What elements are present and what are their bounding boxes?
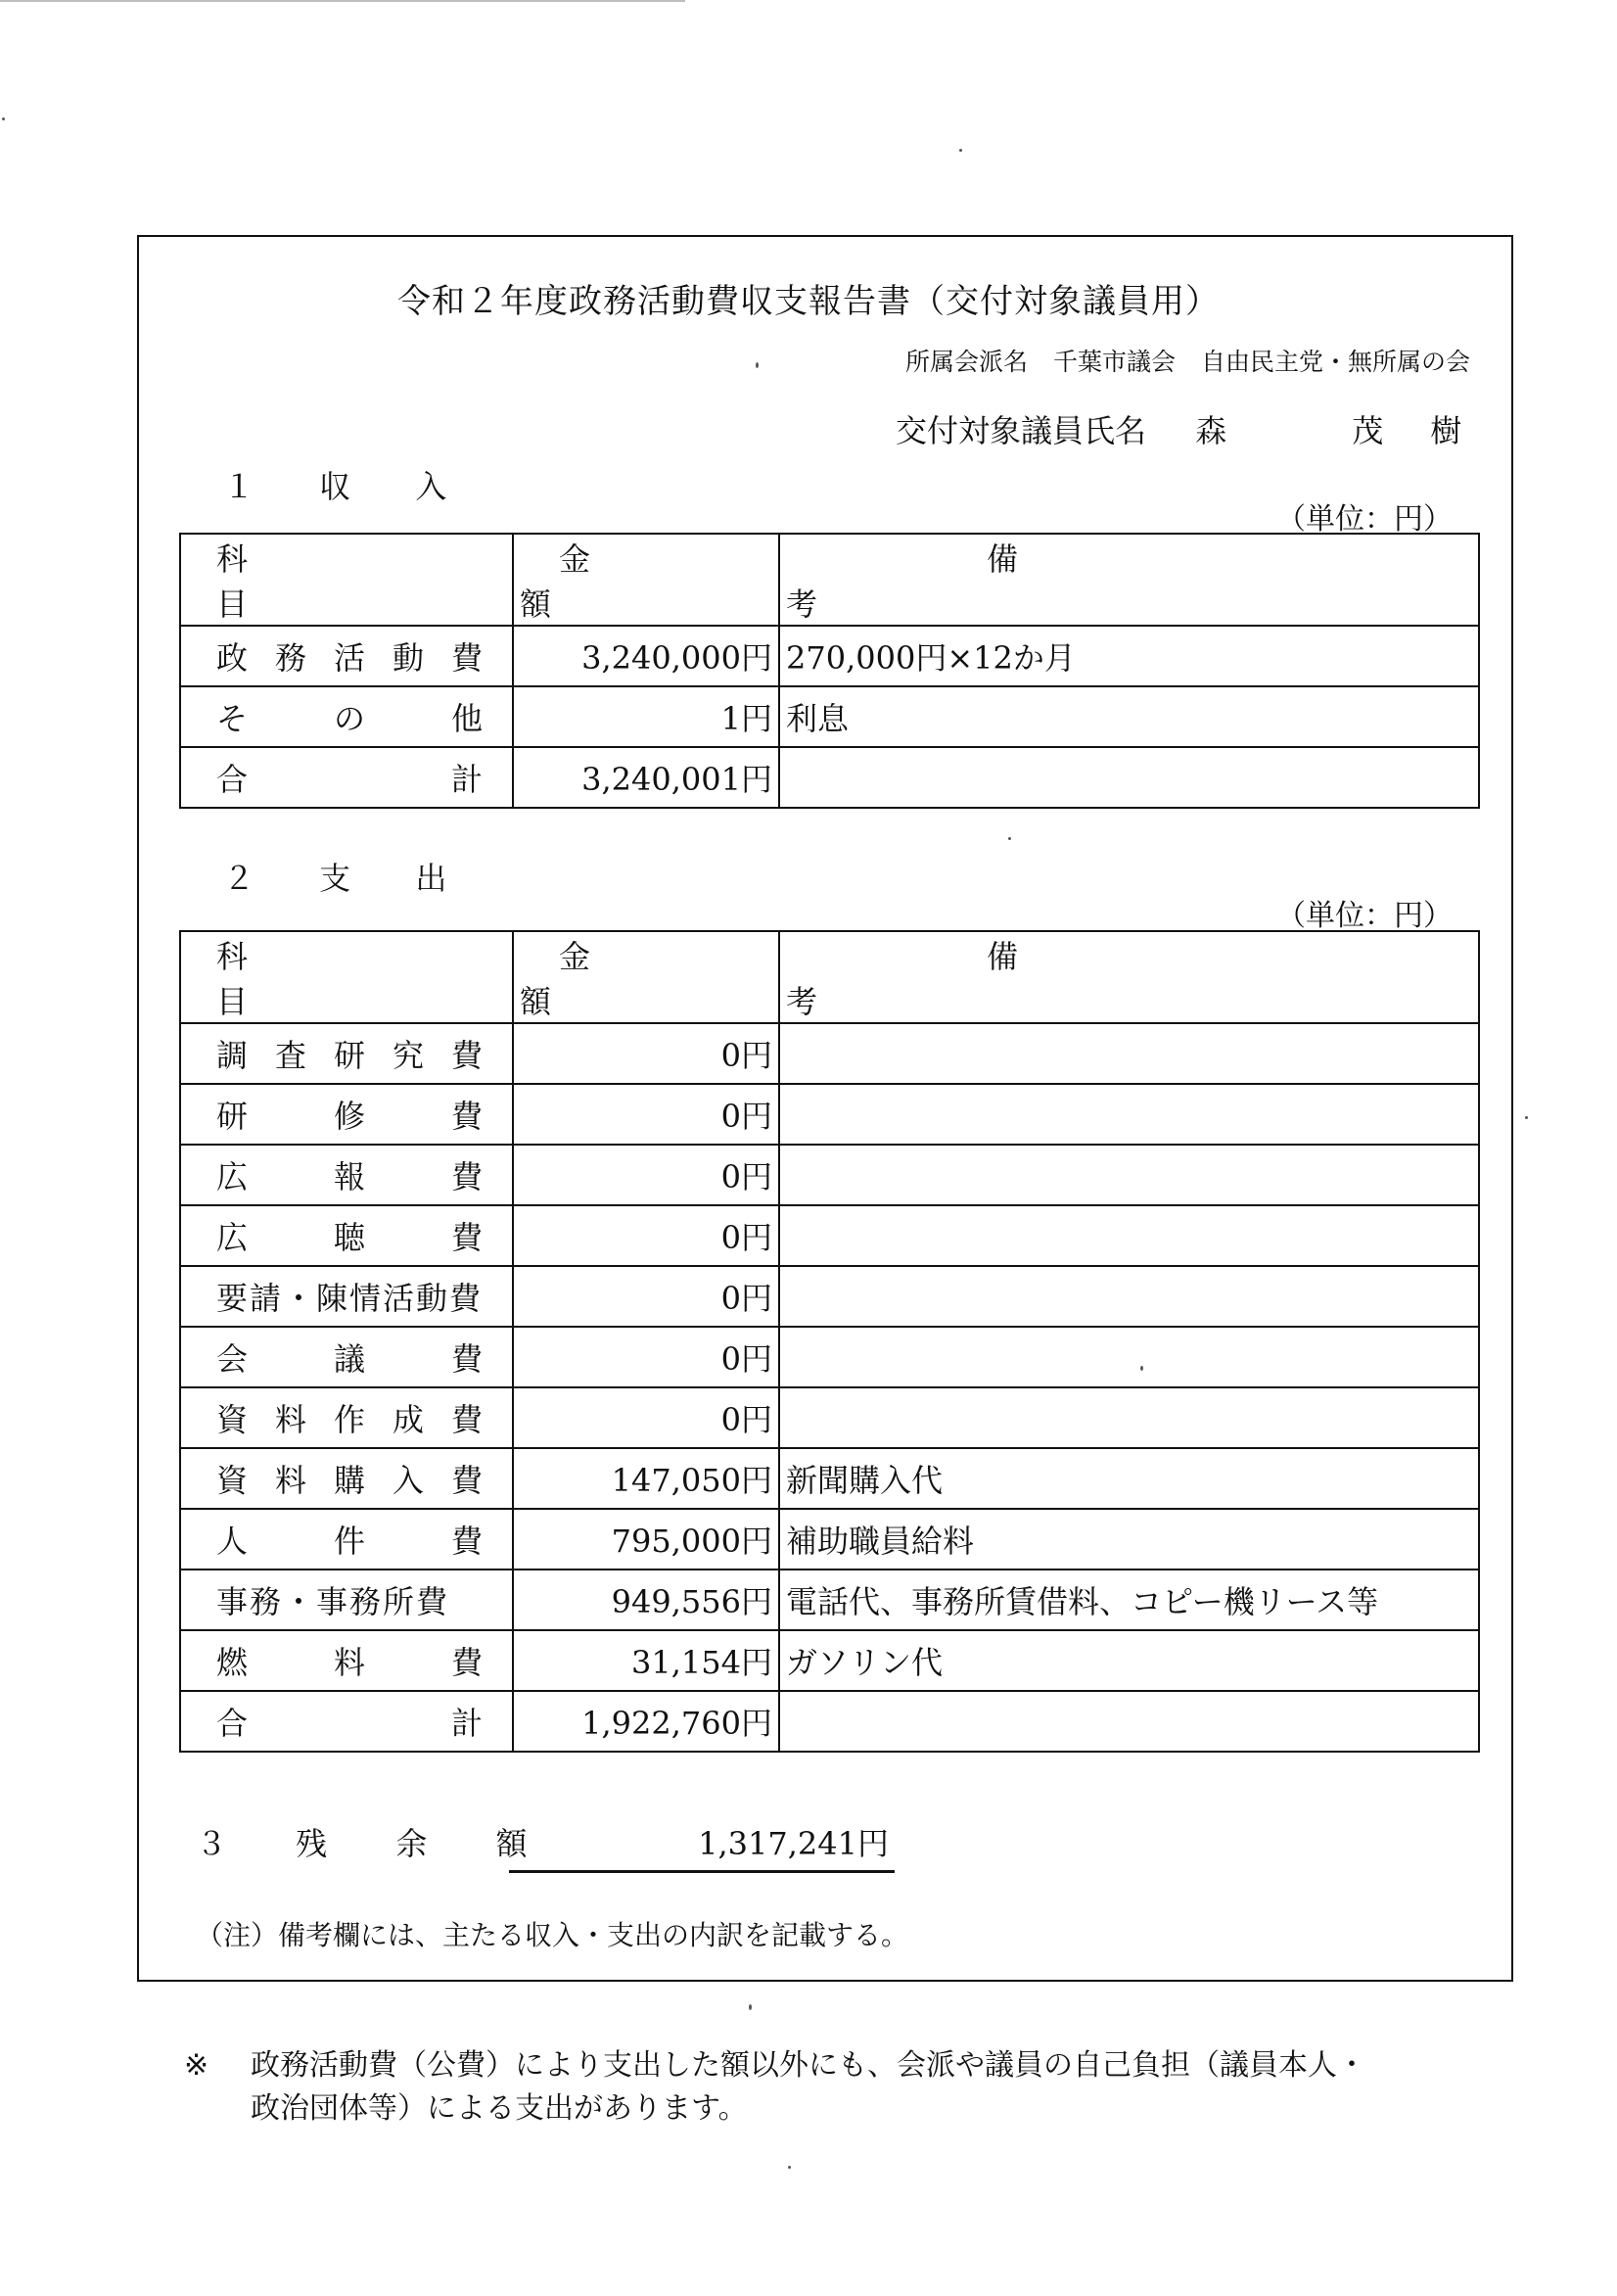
expense-header-row	[180, 931, 1479, 1023]
scan-speck	[788, 2166, 791, 2169]
expense-amount-cell: 0円	[513, 1387, 779, 1448]
affiliation	[905, 343, 1470, 378]
scan-speck	[749, 2004, 752, 2010]
income-header-amount-text: 金額	[520, 540, 699, 623]
balance-line	[196, 1819, 889, 1864]
scan-speck	[756, 362, 759, 368]
expense-item-cell	[180, 1145, 513, 1205]
expense-note-cell	[779, 1145, 1479, 1205]
member-label: 交付対象議員氏名	[896, 412, 1147, 449]
expense-item-label: 研 修 費	[216, 1098, 483, 1135]
expense-unit: （単位：円）	[1276, 899, 1453, 933]
affiliation-assembly: 千葉市議会	[1053, 348, 1177, 376]
expense-note-cell	[779, 1266, 1479, 1327]
income-header-note	[779, 534, 1479, 626]
income-item-cell	[180, 747, 513, 808]
income-note-cell	[779, 747, 1479, 808]
footnote	[184, 2044, 1515, 2131]
expense-amount-cell: 0円	[513, 1327, 779, 1387]
income-header-amount	[513, 534, 779, 626]
remarks-note: （注）備考欄には、主たる収入・支出の内訳を記載する。	[196, 1919, 909, 1951]
expense-header-amount-text: 金額	[520, 938, 699, 1020]
expense-item-cell	[180, 1205, 513, 1266]
expense-row	[180, 1448, 1479, 1509]
expense-item-label: 資 料 作 成 費	[216, 1401, 483, 1438]
expense-header-note	[779, 931, 1479, 1023]
scan-edge	[0, 0, 685, 2]
expense-amount-cell: 0円	[513, 1145, 779, 1205]
expense-item-label: 燃 料 費	[216, 1644, 483, 1681]
expense-amount-cell: 949,556円	[513, 1570, 779, 1630]
income-item-cell	[180, 626, 513, 686]
expense-note-cell	[779, 1205, 1479, 1266]
expense-row	[180, 1327, 1479, 1387]
income-header-item-text: 科目	[216, 540, 435, 623]
income-row	[180, 626, 1479, 686]
expense-row	[180, 1145, 1479, 1205]
expense-item-cell	[180, 1448, 513, 1509]
expense-note-cell: 電話代、事務所賃借料、コピー機リース等	[779, 1570, 1479, 1630]
expense-amount-cell: 795,000円	[513, 1509, 779, 1570]
expense-amount-cell: 0円	[513, 1266, 779, 1327]
expense-row	[180, 1084, 1479, 1145]
expense-row	[180, 1630, 1479, 1691]
footnote-text: 政務活動費（公費）により支出した額以外にも、会派や議員の自己負担（議員本人・ 政治団体等）による支出があります。	[251, 2048, 1366, 2126]
expense-amount-cell: 147,050円	[513, 1448, 779, 1509]
expense-item-label: 事務・事務所費	[216, 1583, 450, 1620]
income-item-label: そ の 他	[216, 700, 483, 737]
expense-item-cell	[180, 1509, 513, 1570]
expense-item-label: 合 計	[216, 1705, 483, 1742]
income-row	[180, 747, 1479, 808]
expense-row	[180, 1023, 1479, 1084]
member-line	[896, 406, 1508, 451]
expense-row	[180, 1205, 1479, 1266]
income-heading: １ 収 入	[223, 468, 475, 505]
expense-item-label: 人 件 費	[216, 1523, 483, 1560]
expense-item-label: 資 料 購 入 費	[216, 1462, 483, 1499]
expense-note-cell	[779, 1023, 1479, 1084]
expense-note-cell: 補助職員給料	[779, 1509, 1479, 1570]
income-item-cell	[180, 686, 513, 747]
expense-item-cell	[180, 1023, 513, 1084]
balance-amount: 1,317,241円	[509, 1819, 895, 1873]
expense-row	[180, 1691, 1479, 1752]
scan-speck	[1008, 837, 1011, 840]
report-title: 令和２年度政務活動費収支報告書（交付対象議員用）	[397, 282, 1220, 321]
expense-item-cell	[180, 1387, 513, 1448]
expense-note-cell	[779, 1327, 1479, 1387]
income-unit: （単位：円）	[1276, 502, 1453, 537]
income-amount-cell: 1円	[513, 686, 779, 747]
income-header-item	[180, 534, 513, 626]
expense-note-cell	[779, 1387, 1479, 1448]
income-item-label: 合 計	[216, 761, 483, 798]
expense-item-cell	[180, 1327, 513, 1387]
expense-amount-cell: 0円	[513, 1023, 779, 1084]
expense-item-label: 要請・陳情活動費	[216, 1280, 484, 1317]
scan-speck	[2, 117, 5, 120]
expense-item-cell	[180, 1630, 513, 1691]
expense-item-label: 調 査 研 究 費	[216, 1037, 483, 1074]
expense-header-note-text: 備考	[786, 938, 1252, 1020]
scan-speck	[1140, 1366, 1143, 1371]
expense-amount-cell: 1,922,760円	[513, 1691, 779, 1752]
affiliation-faction: 自由民主党・無所属の会	[1200, 348, 1470, 376]
expense-amount-cell: 0円	[513, 1205, 779, 1266]
income-header-note-text: 備考	[786, 540, 1252, 623]
income-item-label: 政 務 活 動 費	[216, 639, 483, 677]
expense-item-cell	[180, 1691, 513, 1752]
scan-speck	[1525, 1116, 1528, 1119]
expense-heading: ２ 支 出	[223, 860, 475, 897]
expense-row	[180, 1509, 1479, 1570]
expense-item-label: 広 報 費	[216, 1158, 483, 1195]
expense-header-item	[180, 931, 513, 1023]
balance-label: ３ 残 余 額	[196, 1825, 557, 1862]
expense-item-cell	[180, 1084, 513, 1145]
expense-item-label: 広 聴 費	[216, 1219, 483, 1256]
expense-item-label: 会 議 費	[216, 1340, 483, 1378]
expense-amount-cell: 0円	[513, 1084, 779, 1145]
income-amount-cell: 3,240,001円	[513, 747, 779, 808]
expense-header-amount	[513, 931, 779, 1023]
reference-mark: ※	[184, 2048, 209, 2083]
income-table	[179, 533, 1480, 809]
expense-item-cell	[180, 1570, 513, 1630]
income-row	[180, 686, 1479, 747]
expense-note-cell	[779, 1691, 1479, 1752]
income-amount-cell: 3,240,000円	[513, 626, 779, 686]
expense-row	[180, 1387, 1479, 1448]
member-name: 森 茂樹	[1195, 412, 1509, 449]
expense-row	[180, 1570, 1479, 1630]
income-note-cell: 利息	[779, 686, 1479, 747]
expense-amount-cell: 31,154円	[513, 1630, 779, 1691]
expense-note-cell: 新聞購入代	[779, 1448, 1479, 1509]
affiliation-label: 所属会派名	[905, 348, 1029, 376]
scan-speck	[959, 149, 962, 152]
expense-row	[180, 1266, 1479, 1327]
expense-header-item-text: 科目	[216, 938, 435, 1020]
expense-item-cell	[180, 1266, 513, 1327]
expense-note-cell: ガソリン代	[779, 1630, 1479, 1691]
expense-table	[179, 930, 1480, 1753]
expense-note-cell	[779, 1084, 1479, 1145]
income-note-cell: 270,000円×12か月	[779, 626, 1479, 686]
income-header-row	[180, 534, 1479, 626]
